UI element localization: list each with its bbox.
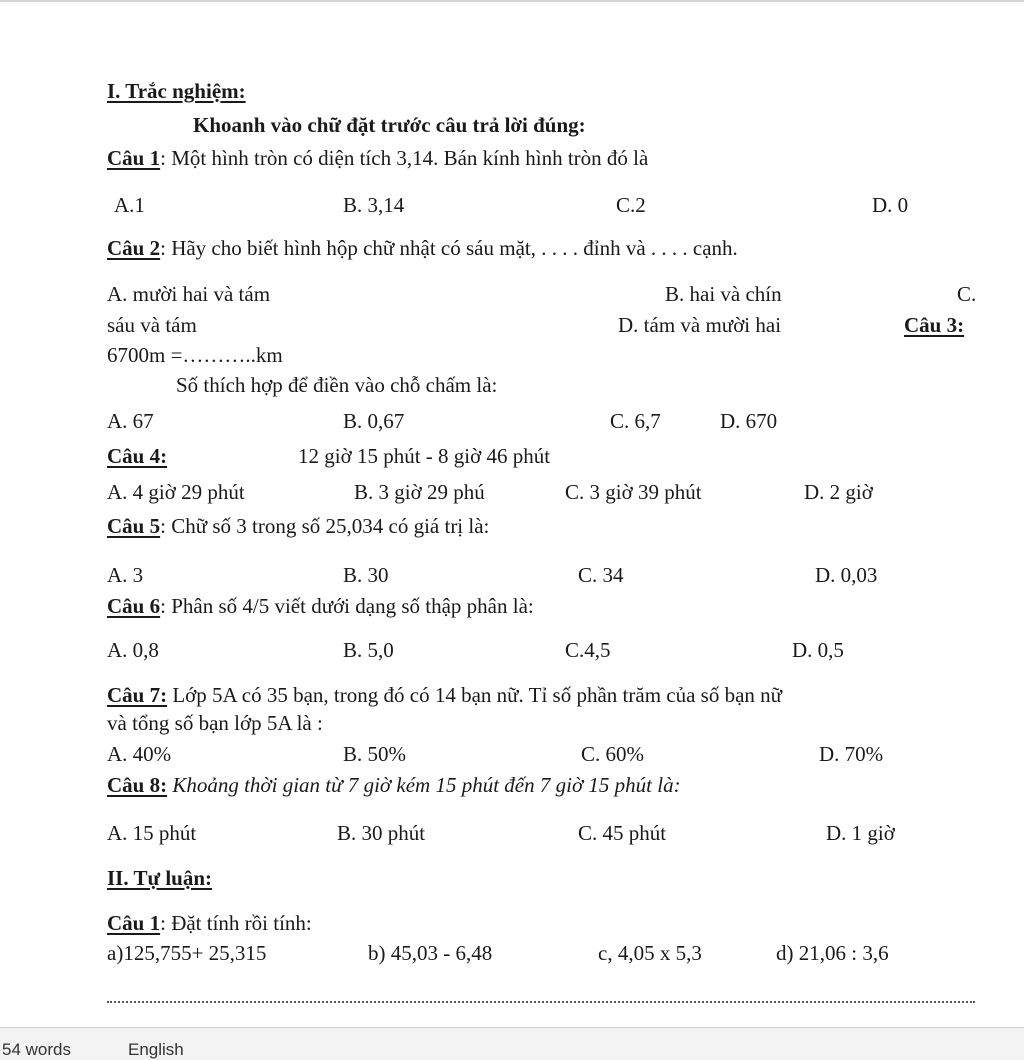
essay-question-1-label: Câu 1 — [107, 911, 161, 935]
q3-option-a: A. 67 — [107, 409, 154, 433]
language-indicator[interactable]: English — [128, 1040, 184, 1059]
q2-option-c-tail: sáu và tám — [107, 313, 197, 337]
answer-dotted-line — [107, 1001, 975, 1003]
question-2 — [107, 238, 738, 259]
q3-option-b: B. 0,67 — [343, 409, 405, 433]
essay-part-b: b) 45,03 - 6,48 — [368, 941, 493, 965]
q3-option-d: D. 670 — [720, 409, 778, 433]
q6-option-b: B. 5,0 — [343, 638, 394, 662]
status-bar — [0, 1027, 1024, 1059]
q2-option-b: B. hai và chín — [665, 282, 782, 306]
q4-option-a: A. 4 giờ 29 phút — [107, 480, 245, 504]
question-5 — [107, 516, 489, 537]
question-8-label: Câu 8: — [107, 773, 168, 797]
question-4-label: Câu 4: — [107, 444, 168, 468]
essay-part-c: c, 4,05 x 5,3 — [598, 941, 702, 965]
q8-option-a: A. 15 phút — [107, 821, 197, 845]
question-5-label: Câu 5 — [107, 514, 161, 538]
question-8-text: Khoảng thời gian từ 7 giờ kém 15 phút đến 7 giờ 15 phút là: — [167, 773, 681, 797]
q6-option-a: A. 0,8 — [107, 638, 159, 662]
q7-option-b: B. 50% — [343, 742, 406, 766]
question-4-text: 12 giờ 15 phút - 8 giờ 46 phút — [298, 444, 551, 468]
q1-option-a: A.1 — [114, 193, 145, 217]
q1-option-d: D. 0 — [872, 193, 909, 217]
q6-option-c: C.4,5 — [565, 638, 611, 662]
q8-option-d: D. 1 giờ — [826, 821, 895, 845]
q4-option-b: B. 3 giờ 29 phú — [354, 480, 485, 504]
word-count[interactable]: 54 words — [2, 1040, 71, 1059]
question-7-text: Lớp 5A có 35 bạn, trong đó có 14 bạn nữ. Tỉ số phần trăm của số bạn nữ — [167, 683, 783, 707]
question-1 — [107, 148, 648, 169]
q2-option-c-head: C. — [957, 282, 977, 306]
q5-option-b: B. 30 — [343, 563, 389, 587]
q2-option-a: A. mười hai và tám — [107, 282, 271, 306]
section-1-instruction: Khoanh vào chữ đặt trước câu trả lời đúng: — [193, 113, 586, 137]
essay-part-d: d) 21,06 : 3,6 — [776, 941, 889, 965]
question-6-label: Câu 6 — [107, 594, 161, 618]
question-6 — [107, 596, 534, 617]
question-2-label: Câu 2 — [107, 236, 161, 260]
q4-option-d: D. 2 giờ — [804, 480, 873, 504]
question-8 — [107, 775, 681, 796]
section-2-title: II. Tự luận: — [107, 866, 213, 890]
question-3-text: 6700m =………..km — [107, 343, 283, 367]
q7-option-c: C. 60% — [581, 742, 644, 766]
q5-option-c: C. 34 — [578, 563, 624, 587]
q4-option-c: C. 3 giờ 39 phút — [565, 480, 702, 504]
question-6-text: : Phân số 4/5 viết dưới dạng số thập phân là: — [160, 594, 534, 618]
question-3-prompt: Số thích hợp để điền vào chỗ chấm là: — [176, 373, 498, 397]
q1-option-b: B. 3,14 — [343, 193, 405, 217]
q3-option-c: C. 6,7 — [610, 409, 661, 433]
essay-question-1-text: : Đặt tính rồi tính: — [160, 911, 312, 935]
question-1-label: Câu 1 — [107, 146, 161, 170]
q8-option-c: C. 45 phút — [578, 821, 667, 845]
question-7 — [107, 685, 782, 706]
question-7-label: Câu 7: — [107, 683, 168, 707]
section-1-title: I. Trắc nghiệm: — [107, 79, 246, 103]
question-2-text: : Hãy cho biết hình hộp chữ nhật có sáu mặt, . . . . đỉnh và . . . . cạnh. — [160, 236, 738, 260]
q8-option-b: B. 30 phút — [337, 821, 426, 845]
q1-option-c: C.2 — [616, 193, 646, 217]
question-3-label: Câu 3: — [904, 313, 965, 337]
question-1-text: : Một hình tròn có diện tích 3,14. Bán kính hình tròn đó là — [160, 146, 649, 170]
q6-option-d: D. 0,5 — [792, 638, 844, 662]
essay-part-a: a)125,755+ 25,315 — [107, 941, 267, 965]
q5-option-d: D. 0,03 — [815, 563, 878, 587]
question-5-text: : Chữ số 3 trong số 25,034 có giá trị là: — [160, 514, 490, 538]
question-7-text-line-2: và tổng số bạn lớp 5A là : — [107, 711, 323, 735]
q2-option-d: D. tám và mười hai — [618, 313, 782, 337]
q7-option-a: A. 40% — [107, 742, 172, 766]
q5-option-a: A. 3 — [107, 563, 144, 587]
q7-option-d: D. 70% — [819, 742, 884, 766]
essay-question-1 — [107, 913, 312, 934]
